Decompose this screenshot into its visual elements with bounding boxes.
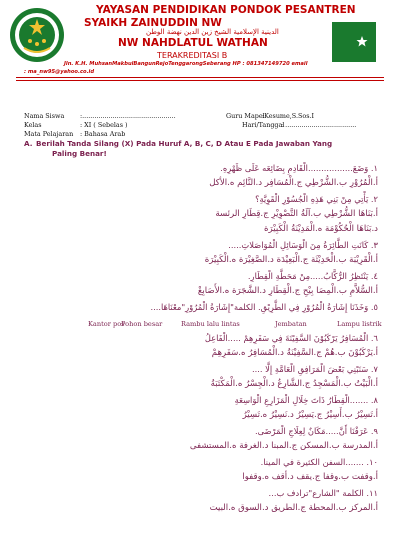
kelas-value: : XI ( Sebelas ) xyxy=(80,121,128,129)
nw-logo-right xyxy=(332,22,376,62)
email: : ma_nw95@yahoo.co.id xyxy=(24,69,95,75)
option-5b: Jembatan xyxy=(275,320,307,328)
options-2b: د.بَنَاهَا الْحُكُوْمَة ه.الْمَدِيْنَةُ الْكَبِيْرَة xyxy=(264,224,378,234)
question-2: ٢. يَأْتِي مِنْ بَنِي هَذِهِ الْجُسُوْرِ الْقَوِيَّةِ؟ xyxy=(255,194,378,204)
options-3: أ.الْقَرِيْبَة ب.الْحَدِيْثَة ج.الْبَعِيْدَة د.الصَّغِيْرَة ه.الْكَبِيْرَة xyxy=(204,255,378,265)
instruction-line1: Berilah Tanda Silang (X) Pada Huruf A, B, C, D Atau E Pada Jawaban Yang xyxy=(36,139,333,148)
kelas-label: Kelas xyxy=(24,121,42,129)
section-letter: A. xyxy=(24,139,33,148)
header-rule-thin xyxy=(16,80,384,81)
question-7: ٧. سَنَبْنِي بَعْضَ الْمَرَافِقِ الْعَامَّةِ إِلَّا .... xyxy=(251,364,378,374)
tanggal-field[interactable]: : ................................... xyxy=(281,121,357,129)
options-7: أ.الْبَيْتُ ب.الْمَسْجِدُ ج.الشَّارِعُ د.الْجِسْرُ ه.الْمَكْتَبَةُ xyxy=(210,379,378,389)
madrasah-name: NW NAHDLATUL WATHAN xyxy=(118,37,268,49)
instruction-line2: Paling Benar! xyxy=(52,149,107,158)
options-10: أ.وقفت ب.وقفا ج.يقف د.أقف ه.وقفوا xyxy=(242,472,378,482)
mapel-label: Guru Mapel xyxy=(226,112,265,120)
question-6: ٦. الْمُسَافِرُ يَرْكَبُوْنَ السَّفِيْنَةَ فِي سَفَرِهِمْ .....الْفَاعِلُ xyxy=(204,333,378,343)
options-6: أ.يَرْكَبُوْنَ ب.هُمْ ج.السَّفِيْنَةُ د.الْمُسَافِرُ ه.سَفَرِهِمْ xyxy=(211,348,378,358)
option-5c: Rambu lalu lintas xyxy=(181,320,240,328)
options-1: أ.الْمُرُوْرِ ب.الشُّرْطِي ج.الْمُسَافِر د.النَّائِم ه.الأكل xyxy=(209,178,378,188)
header-rule xyxy=(16,77,384,78)
question-4: ٤. يَنْتَظِرُ الرُّكَّابُ.....مِنْ مَحَطَّةِ الْقِطَارِ. xyxy=(247,271,378,281)
accreditation: TERAKREDITASI B xyxy=(157,51,228,60)
address: Jln. K.H. MuhsanMakbulBangunRejoTenggarongSeberang HP : 081347149720 email xyxy=(64,61,308,67)
option-5e: Kantor pos xyxy=(88,320,125,328)
nama-label: Nama Siswa xyxy=(24,112,65,120)
mapel-value: :Kesume,S.Sos.I xyxy=(262,112,315,120)
options-11: أ.المركز ب.المحطة ج.الطريق د.السوق ه.البيت xyxy=(209,503,378,513)
school-logo-left xyxy=(8,6,66,64)
pelajaran-value: : Bahasa Arab xyxy=(80,130,126,138)
nama-field[interactable]: :.............................................. xyxy=(80,112,176,120)
foundation-name: YAYASAN PENDIDIKAN PONDOK PESANTREN xyxy=(96,4,356,16)
question-10: ١٠. .......السفن الكثيرة في المينا. xyxy=(260,457,378,467)
options-9: أ.المدرسة ب.المسكن ج.المبنا د.الغرفة ه.المستشفى xyxy=(189,441,378,451)
options-4: أ.السُّلاَّمِ ب.الْمِصَا بِيْحِ ج.الْقِطَارِ د.الشَّجَرَة ه.الأَصَابِعْ xyxy=(197,286,378,296)
question-11: ١١. الكلمة "الشارع"ترادف ب... xyxy=(268,488,378,498)
option-5a: Lampu listrik xyxy=(337,320,382,328)
pelajaran-label: Mata Pelajaran xyxy=(24,130,74,138)
tanggal-label: Hari/Tanggal xyxy=(242,121,285,129)
school-name: SYAIKH ZAINUDDIN NW xyxy=(84,17,222,29)
question-9: ٩. عَرَفْنَا أَنَّ.....مَكَانٌ لِعِلَاجِ الْمَرْضَى. xyxy=(254,426,378,436)
question-8: ٨. .......الْقِطَارُ ذَاتَ خِلَالِ الْمَزَارِعِ الْوَاسِعَةِ xyxy=(234,395,378,405)
question-1: ١. وَضَعَ.................الْقَادِمِ بِضَائِعَه عَلَى ظَهْرِهِ. xyxy=(220,163,378,173)
options-8: أ.تَسِيْرُ ب.أَسِيْرُ ج.يَسِيْرُ د.نَسِيْرُ ه.تَسِيْرُ xyxy=(242,410,378,420)
option-5d: Pohon besar xyxy=(121,320,163,328)
question-5: ٥. وَخَذَنَا إِشَارَةُ الْمُرُوْرِ فِي الطَّرِيْقِ. الكلمة"إِشَارَةُ الْمُرُوْرِ"معْنَاهَا.... xyxy=(150,302,378,312)
arabic-school-name: الدينية الإسلامية الشيخ زين الدين نهضة الوطن xyxy=(146,28,279,36)
options-2: أ.بَنَاهَا الشُّرْطِي ب.آلَةُ التَّصْوِيْرِ ج.قِطَارِ الرئسة xyxy=(215,209,378,219)
question-3: ٣. كَانَتِ الطَّائِرَةُ مِنَ الْوَسَائِلِ الْمُوَاصَلاتِ..... xyxy=(228,240,378,250)
